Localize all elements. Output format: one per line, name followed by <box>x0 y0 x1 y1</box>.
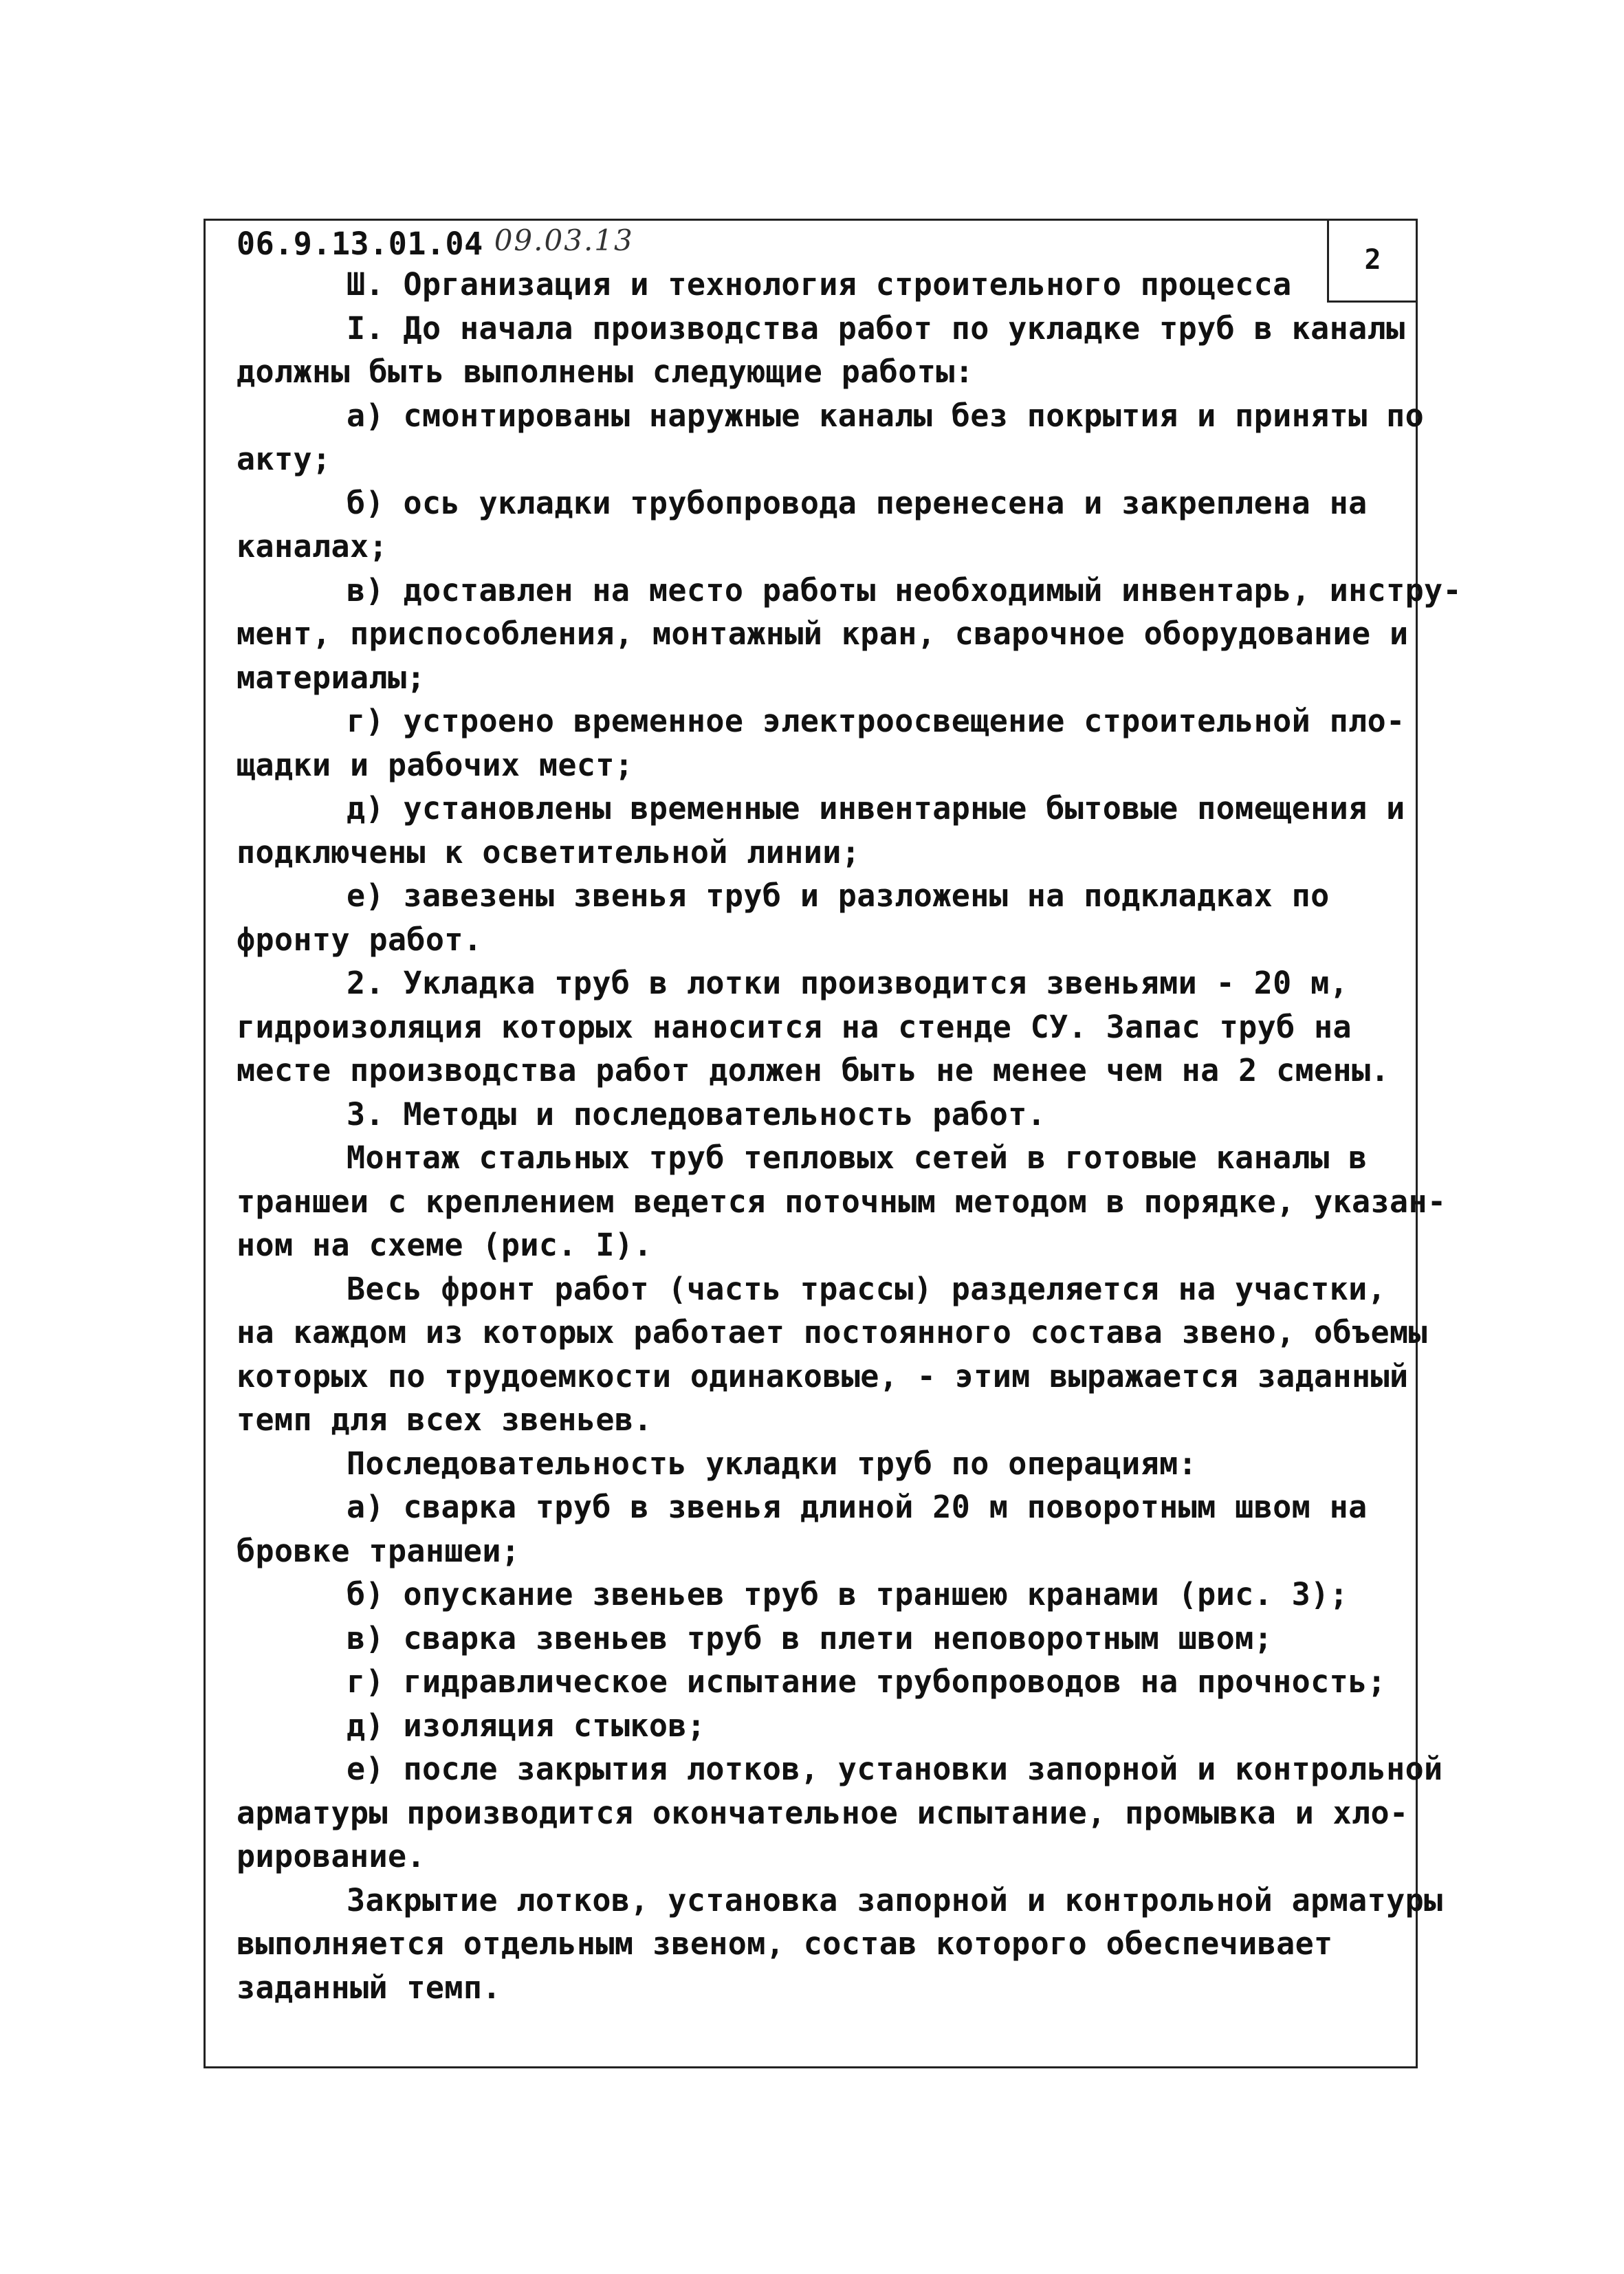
text-line: г) устроено временное электроосвещение строительной пло- <box>347 703 1405 739</box>
text-line: в) сварка звеньев труб в плети неповоротным швом; <box>347 1619 1273 1657</box>
text-line: темп для всех звеньев. <box>237 1401 652 1438</box>
text-line: рирование. <box>237 1838 426 1874</box>
text-line: арматуры производится окончательное испытание, промывка и хло- <box>237 1794 1409 1831</box>
document-code <box>237 223 634 262</box>
text-line: Закрытие лотков, установка запорной и контрольной арматуры <box>347 1881 1443 1918</box>
text-line: гидроизоляция которых наносится на стенде СУ. Запас труб на <box>237 1008 1352 1045</box>
text-line: б) опускание звеньев труб в траншею кранами (рис. 3); <box>347 1576 1349 1612</box>
text-line: должны быть выполнены следующие работы: <box>237 353 974 390</box>
text-line: Монтаж стальных труб тепловых сетей в готовые каналы в <box>347 1139 1368 1176</box>
text-line: заданный темп. <box>237 1969 501 2006</box>
text-line: Ш. Организация и технология строительного процесса <box>347 266 1292 303</box>
text-line: е) завезены звенья труб и разложены на подкладках по <box>347 877 1330 914</box>
document-body <box>237 263 1462 2009</box>
text-line: Последовательность укладки труб по операциям: <box>347 1445 1198 1482</box>
text-line: акту; <box>237 441 331 477</box>
text-line: выполняется отдельным звеном, состав которого обеспечивает <box>237 1925 1333 1962</box>
text-line: фронту работ. <box>237 921 483 958</box>
text-line: а) сварка труб в звенья длиной 20 м поворотным швом на <box>347 1489 1368 1525</box>
text-line: бровке траншеи; <box>237 1532 520 1569</box>
text-line: на каждом из которых работает постоянного состава звено, объемы <box>237 1314 1428 1351</box>
text-line: в) доставлен на место работы необходимый инвентарь, инстру- <box>347 571 1462 609</box>
text-line: мент, приспособления, монтажный кран, сварочное оборудование и <box>237 615 1409 652</box>
text-line: каналах; <box>237 528 388 565</box>
text-line: д) изоляция стыков; <box>347 1707 706 1744</box>
text-line: I. До начала производства работ по укладке труб в каналы <box>347 309 1405 347</box>
text-line: ном на схеме (рис. I). <box>237 1227 652 1263</box>
text-line: е) после закрытия лотков, установки запорной и контрольной <box>347 1751 1443 1787</box>
text-line: б) ось укладки трубопровода перенесена и закреплена на <box>347 484 1368 521</box>
page-number: 2 <box>1364 243 1381 276</box>
text-line: месте производства работ должен быть не менее чем на 2 смены. <box>237 1052 1390 1089</box>
text-line: Весь фронт работ (часть трассы) разделяется на участки, <box>347 1270 1387 1307</box>
handwritten-date: 09.03.13 <box>494 223 634 257</box>
text-line: подключены к осветительной линии; <box>237 833 861 871</box>
text-line: щадки и рабочих мест; <box>237 746 634 783</box>
text-line: д) установлены временные инвентарные бытовые помещения и <box>347 790 1405 827</box>
text-line: траншеи с креплением ведется поточным методом в порядке, указан- <box>237 1183 1447 1220</box>
text-line: материалы; <box>237 659 426 696</box>
text-line: а) смонтированы наружные каналы без покрытия и приняты по <box>347 397 1425 434</box>
text-line: 2. Укладка труб в лотки производится звеньями - 20 м, <box>347 965 1349 1001</box>
text-line: которых по трудоемкости одинаковые, - этим выражается заданный <box>237 1357 1409 1395</box>
document-code-number: 06.9.13.01.04 <box>237 226 483 262</box>
text-line: 3. Методы и последовательность работ. <box>347 1095 1046 1133</box>
text-line: г) гидравлическое испытание трубопроводов на прочность; <box>347 1663 1387 1700</box>
